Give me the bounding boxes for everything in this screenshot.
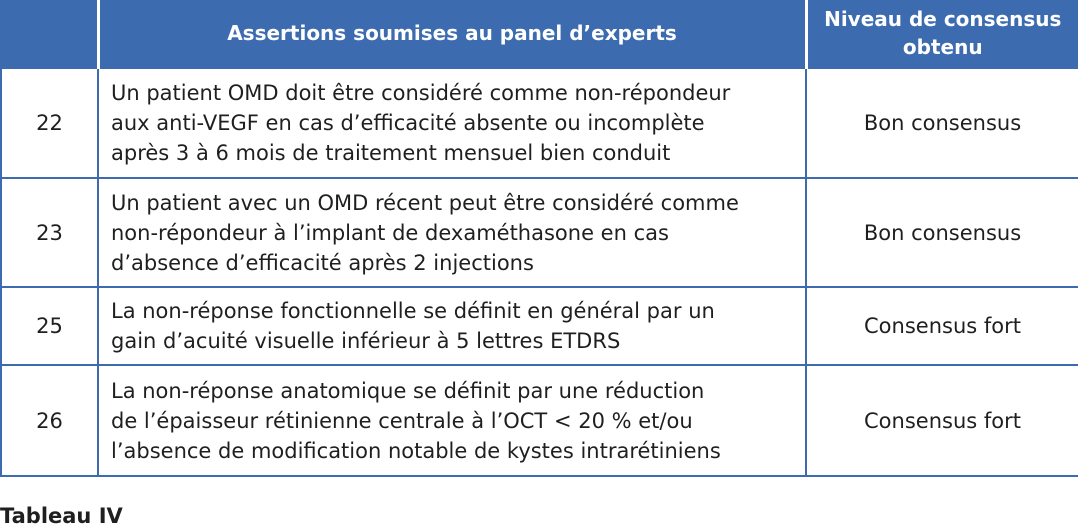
assertion-line: Un patient OMD doit être considéré comme non-répondeur [111,81,731,105]
assertion-line: La non-réponse fonctionnelle se définit en général par un [111,299,715,323]
row-consensus: Bon consensus [806,68,1078,178]
assertion-line: La non-réponse anatomique se définit par une réduction [111,378,705,403]
row-assertion [98,287,806,365]
row-consensus: Bon consensus [806,178,1078,287]
header-row [1,0,1078,68]
row-number: 26 [1,365,98,476]
assertion-line: aux anti-VEGF en cas d’efficacité absente ou incomplète [111,111,705,135]
row-number: 23 [1,178,98,287]
header-assertions: Assertions soumises au panel d’experts [98,0,806,68]
row-consensus: Consensus fort [806,365,1078,476]
table-row [1,287,1078,365]
table-body [1,68,1078,476]
assertion-line: d’absence d’efficacité après 2 injections [111,250,534,275]
row-assertion [98,178,806,287]
assertion-line: l’absence de modification notable de kystes intrarétiniens [111,438,721,463]
row-assertion [98,68,806,178]
row-number: 25 [1,287,98,365]
assertion-line: Un patient avec un OMD récent peut être considéré comme [111,190,739,215]
header-consensus-line1: Niveau de consensus [824,7,1062,31]
row-assertion [98,365,806,476]
table-row [1,365,1078,476]
assertion-line: de l’épaisseur rétinienne centrale à l’OCT < 20 % et/ou [111,408,693,433]
assertion-line: après 3 à 6 mois de traitement mensuel bien conduit [111,141,671,165]
row-consensus: Consensus fort [806,287,1078,365]
header-number [1,0,98,68]
row-number: 22 [1,68,98,178]
header-consensus-line2: obtenu [902,35,983,59]
table-header [1,0,1078,68]
assertion-line: non-répondeur à l’implant de dexaméthasone en cas [111,220,669,245]
assertion-line: gain d’acuité visuelle inférieur à 5 lettres ETDRS [111,329,621,353]
table-row [1,178,1078,287]
header-consensus-level [806,0,1078,68]
table-row [1,68,1078,178]
table-caption: Tableau IV [0,504,123,528]
